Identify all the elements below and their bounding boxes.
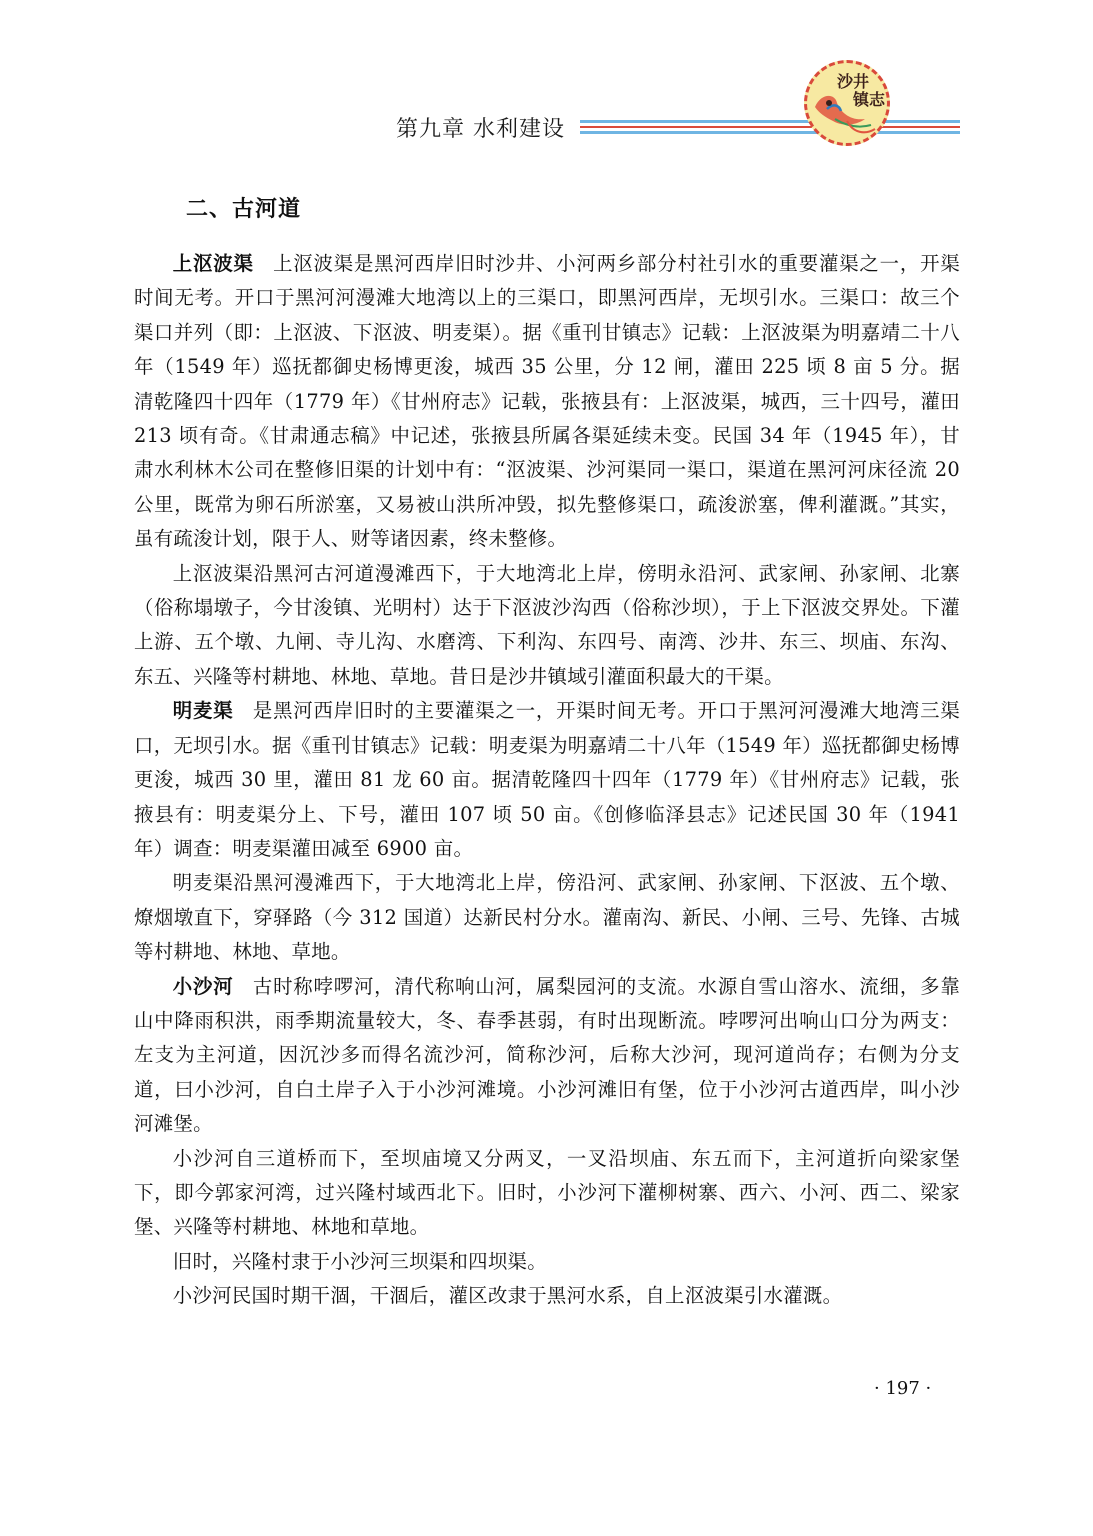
header-rule-red [580,126,960,128]
header-rule-blue-top [580,120,960,123]
paragraph [134,970,960,1142]
gazetteer-seal-logo [804,60,890,146]
paragraph [134,694,960,866]
paragraph-text: 小沙河自三道桥而下，至坝庙境又分两叉，一叉沿坝庙、东五而下，主河道折向梁家堡下，即今郭家河湾，过兴隆村域西北下。旧时，小沙河下灌柳树寨、西六、小河、西二、梁家堡、兴隆等村耕地、林地和草地。 [134,1146,960,1239]
paragraph [134,1245,960,1279]
paragraph-text: 上沤波渠沿黑河古河道漫滩西下，于大地湾北上岸，傍明永沿河、武家闸、孙家闸、北寨（俗称塌墩子，今甘浚镇、光明村）达于下沤波沙沟西（俗称沙坝），于上下沤波交界处。下灌上游、五个墩、九闸、寺儿沟、水磨湾、下利沟、东四号、南湾、沙井、东三、坝庙、东沟、东五、兴隆等村耕地、林地、草地。昔日是沙井镇域引灌面积最大的干渠。 [134,561,960,688]
seal-text-line2: 镇志 [853,90,886,109]
paragraph-term: 上沤波渠 [172,252,254,275]
paragraph-text: 明麦渠沿黑河漫滩西下，于大地湾北上岸，傍沿河、武家闸、孙家闸、下沤波、五个墩、燎烟墩直下，穿驿路（今 312 国道）达新民村分水。灌南沟、新民、小闸、三号、先锋、古城等村耕地、林地、草地。 [134,871,960,964]
section-heading: 二、古河道 [186,197,302,222]
paragraph-text: 小沙河民国时期干涸，干涸后，灌区改隶于黑河水系，自上沤波渠引水灌溉。 [172,1284,843,1308]
paragraph [134,1279,960,1313]
paragraph [134,1142,960,1245]
paragraph [134,557,960,695]
page-body [134,192,960,1314]
paragraph-term: 明麦渠 [172,699,234,723]
paragraph-text: 上沤波渠是黑河西岸旧时沙井、小河两乡部分村社引水的重要灌渠之一，开渠时间无考。开口于黑河河漫滩大地湾以上的三渠口，即黑河西岸，无坝引水。三渠口：故三个渠口并列（即：上沤波、下沤波、明麦渠）。据《重刊甘镇志》记载：上沤波渠为明嘉靖二十八年（1549 年）巡抚都御史杨博更浚，城西 35 公里，分 12 闸，灌田 225 顷 8 亩 5 分。据清乾隆四十四年（1779 年）《甘州府志》记载，张掖县有：上沤波渠，城西，三十四号，灌田 213 顷有奇。《甘肃通志稿》中记述，张掖县所属各渠延续未变。民国 34 年（1945 年），甘肃水利林木公司在整修旧渠的计划中有：“沤波渠、沙河渠同一渠口，渠道在黑河河床径流 20 公里，既常为卵石所淤塞，又易被山洪所冲毁，拟先整修渠口，疏浚淤塞，俾利灌溉。”其实，虽有疏浚计划，限于人、财等诸因素，终未整修。 [134,252,961,551]
seal-text-line1: 沙井 [837,72,870,91]
page-header [0,0,1093,160]
paragraph-text: 旧时，兴隆村隶于小沙河三坝渠和四坝渠。 [172,1249,547,1273]
paragraph-term: 小沙河 [172,974,234,998]
page-number: · 197 · [874,1378,932,1399]
paragraph-text: 是黑河西岸旧时的主要灌渠之一，开渠时间无考。开口于黑河河漫滩大地湾三渠口，无坝引水。据《重刊甘镇志》记载：明麦渠为明嘉靖二十八年（1549 年）巡抚都御史杨博更浚，城西 30 里，灌田 81 龙 60 亩。据清乾隆四十四年（1779 年）《甘州府志》记载，张掖县有：明麦渠分上、下号，灌田 107 顷 50 亩。《创修临泽县志》记述民国 30 年（1941 年）调查：明麦渠灌田减至 6900 亩。 [134,699,961,860]
paragraph-text: 古时称哱啰河，清代称响山河，属梨园河的支流。水源自雪山溶水、流细，多靠山中降雨积洪，雨季期流量较大，冬、春季甚弱，有时出现断流。哱啰河出响山口分为两支：左支为主河道，因沉沙多而得名流沙河，简称沙河，后称大沙河，现河道尚存；右侧为分支道，曰小沙河，自白土岸子入于小沙河滩境。小沙河滩旧有堡，位于小沙河古道西岸，叫小沙河滩堡。 [134,974,961,1136]
paragraph [134,247,960,557]
chapter-title: 第九章 水利建设 [396,117,565,142]
header-rule-blue-bottom [580,131,960,134]
paragraph [134,866,960,969]
